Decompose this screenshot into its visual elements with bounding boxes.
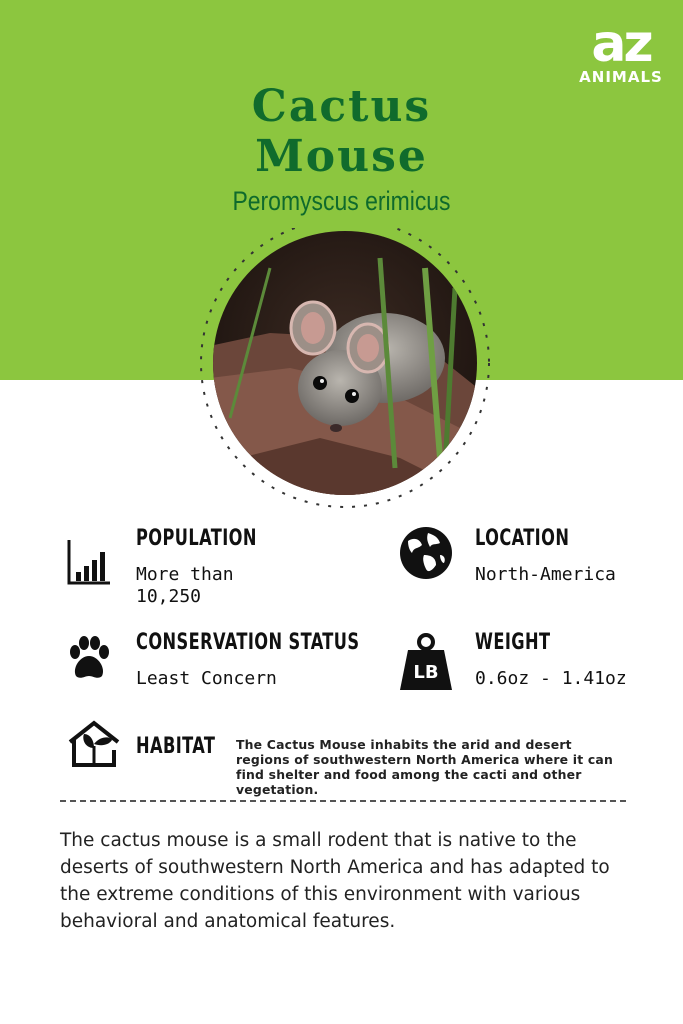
- globe-icon: [398, 525, 454, 581]
- conservation-status-label: CONSERVATION STATUS: [136, 630, 360, 655]
- animal-description: The cactus mouse is a small rodent that is native to the deserts of southwestern North America and has adapted to the extreme conditions of this environment with various behavioral and anatomical features.: [60, 830, 610, 932]
- section-divider: [60, 800, 626, 802]
- weight-icon: [398, 632, 454, 692]
- paw-icon: [66, 636, 112, 682]
- population-value: More than 10,250: [136, 564, 234, 607]
- title-line-2: Mouse: [255, 131, 428, 182]
- weight-label: WEIGHT: [475, 630, 551, 655]
- logo-az-text: az: [591, 14, 651, 74]
- habitat-label: HABITAT: [136, 734, 216, 759]
- bar-chart-icon: [66, 538, 112, 586]
- location-label: LOCATION: [475, 526, 570, 551]
- location-value: North-America: [475, 564, 616, 585]
- animal-photo: [200, 228, 490, 518]
- page-title: [0, 82, 683, 182]
- habitat-description: The Cactus Mouse inhabits the arid and desert regions of southwestern North America where it can find shelter and food among the cacti and other vegetation.: [236, 737, 613, 797]
- weight-value: 0.6oz - 1.41oz: [475, 668, 627, 689]
- house-plant-icon: [66, 720, 122, 768]
- population-label: POPULATION: [136, 526, 257, 551]
- scientific-name: Peromyscus erimicus: [232, 186, 451, 216]
- mouse-photo-illustration: [200, 228, 490, 518]
- title-line-1: Cactus: [251, 81, 432, 132]
- az-animals-logo[interactable]: [578, 14, 664, 86]
- logo-animals-text: ANIMALS: [579, 68, 663, 86]
- weight-icon-text: LB: [413, 662, 439, 683]
- conservation-status-value: Least Concern: [136, 668, 277, 689]
